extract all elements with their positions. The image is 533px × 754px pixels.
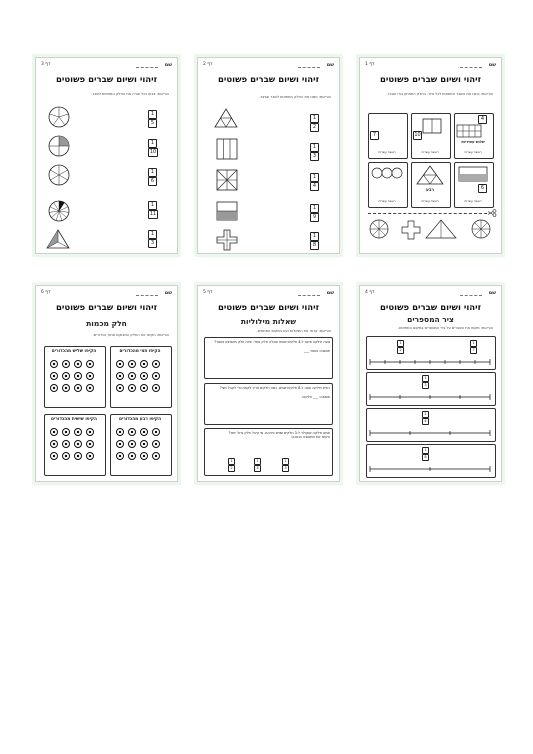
number-line-4	[368, 465, 492, 473]
pie-quarter-icon	[48, 135, 70, 157]
sheet-header	[41, 290, 172, 298]
soccer-ball-icon	[50, 428, 58, 436]
soccer-ball-icon	[74, 372, 82, 380]
logo: שם	[164, 290, 172, 296]
sheet-title: זיהוי ושיום שברים פשוטים	[55, 75, 158, 85]
soccer-ball-icon	[128, 440, 136, 448]
fraction-number: 10	[414, 132, 421, 138]
fraction-number: 4	[478, 115, 487, 124]
soccer-ball-icon	[62, 428, 70, 436]
card-label: ראשה עשרית	[378, 150, 396, 154]
number-line-1	[368, 358, 492, 366]
cut-line	[368, 213, 487, 214]
pie-sixths-icon	[48, 164, 70, 186]
instructions: הוראות: סמנו את החלק המתאים לשבר שבצד.	[259, 95, 331, 99]
worksheet-1	[359, 57, 502, 254]
soccer-ball-icon	[74, 440, 82, 448]
fraction-number: 7	[370, 131, 379, 140]
soccer-ball-icon	[152, 452, 160, 460]
sheet-header	[203, 62, 334, 70]
sheet-header	[41, 62, 172, 70]
sheet-title: זיהוי ושיום שברים פשוטים	[217, 303, 320, 313]
worksheet-5	[197, 285, 340, 482]
fraction-answer: 1	[422, 375, 429, 382]
sheet-title: זיהוי ושיום שברים פשוטים	[379, 303, 482, 313]
rect-half-icon	[458, 166, 488, 182]
triangle-grid-icon	[214, 108, 238, 128]
logo: שם	[326, 290, 334, 296]
soccer-ball-icon	[116, 440, 124, 448]
card-label: ראשה עשרית	[464, 199, 482, 203]
soccer-ball-icon	[50, 452, 58, 460]
worksheet-3: דף 3 שם זיהוי ושיום שברים פשוטים הוראות: צבעו בכל צורה את החלק המתאים לשבר. 1 5 1 10 1 6 1 11 1 3	[35, 57, 178, 254]
soccer-ball-icon	[50, 384, 58, 392]
fraction-answer: 1	[254, 458, 261, 465]
instructions: הוראות: צבעו בכל צורה את החלק המתאים לשבר.	[91, 92, 169, 96]
fraction-answer: 1	[282, 458, 289, 465]
soccer-ball-icon	[128, 384, 136, 392]
card-label: ראשה עשרית	[378, 199, 396, 203]
soccer-ball-icon	[140, 360, 148, 368]
circles-icon	[371, 166, 403, 180]
fraction-answer: 7	[470, 347, 477, 354]
soccer-ball-icon	[86, 384, 94, 392]
card-label: ראשה עשרית	[421, 150, 439, 154]
soccer-ball-icon	[128, 372, 136, 380]
soccer-ball-icon	[74, 360, 82, 368]
triangle-grid-icon	[416, 165, 444, 185]
number-line-2	[368, 393, 492, 401]
triangle-thirds-icon	[46, 229, 70, 249]
soccer-ball-icon	[116, 360, 124, 368]
soccer-ball-icon	[152, 360, 160, 368]
soccer-ball-icon	[62, 372, 70, 380]
sheet-subtitle: שאלות מילוליות	[240, 317, 297, 326]
worksheet-6	[35, 285, 178, 482]
soccer-ball-icon	[140, 428, 148, 436]
logo: שם	[488, 290, 496, 296]
soccer-ball-icon	[116, 384, 124, 392]
grid-shape-icon	[456, 124, 482, 138]
soccer-ball-icon	[74, 428, 82, 436]
fraction-number: 6	[478, 184, 487, 193]
fraction-answer: 1	[470, 340, 477, 347]
card-label: ראשה עשרית	[421, 199, 439, 203]
logo: שם	[164, 62, 172, 68]
soccer-ball-icon	[62, 452, 70, 460]
soccer-ball-icon	[50, 372, 58, 380]
soccer-ball-icon	[116, 452, 124, 460]
logo: שם	[326, 62, 334, 68]
soccer-ball-icon	[140, 384, 148, 392]
square-grid-icon	[422, 118, 442, 134]
card-caption: רבע	[425, 188, 435, 193]
sheet-header	[203, 290, 334, 298]
fraction-answer: 4	[422, 418, 429, 425]
soccer-ball-icon	[140, 372, 148, 380]
card-caption: שלוש עשיריות	[461, 140, 485, 144]
soccer-ball-icon	[86, 360, 94, 368]
instructions: הוראות: הקיפו את החלק המבוקש מתוך הכדורים.	[92, 333, 169, 337]
pie-tenths-icon	[48, 106, 70, 128]
soccer-ball-icon	[128, 360, 136, 368]
sheet-title: זיהוי ושיום שברים פשוטים	[55, 303, 158, 313]
card-label: הקיפו רבע מהכדורים	[118, 417, 162, 422]
card-label: הקיפו שליש מהכדורים	[51, 349, 97, 354]
fraction-answer: 8	[422, 454, 429, 461]
card-label: הקיפו חצי מהכדורים	[119, 349, 161, 354]
sheet-title: זיהוי ושיום שברים פשוטים	[217, 75, 320, 85]
soccer-ball-icon	[140, 440, 148, 448]
page-number: דף 6	[41, 290, 51, 295]
page-number: דף 5	[203, 290, 213, 295]
rect-half-icon	[216, 201, 238, 221]
soccer-ball-icon	[152, 372, 160, 380]
fraction-answer: 1	[397, 340, 404, 347]
soccer-ball-icon	[116, 372, 124, 380]
card-label: הקיפו שישית מהכדורים	[51, 417, 97, 422]
fraction-answer: 3	[254, 465, 261, 472]
number-line-3	[368, 429, 492, 437]
soccer-ball-icon	[50, 440, 58, 448]
question-3: אמא חילקה שוקולד ל-3 חלקים שווים ביניהם. מי קיבל חלק גדול יותר? הקיפו את התשובה הנכונה:	[204, 428, 333, 476]
question-2: רונית חילקה עוגה ל-8 חלקים שווים. כמה חלקים צריך לקחת כדי לקבל חצי? תשובה: ___ חלקים	[204, 383, 333, 425]
soccer-ball-icon	[128, 428, 136, 436]
scissors-icon	[487, 209, 497, 217]
question-1: נועה חילקה פיצה ל-4 חלקים שווים ואכלה חלק אחד. איזה חלק מהפיצה נשאר? תשובה: נשאר ___	[204, 337, 333, 379]
instructions: הוראות: כתבו את השבר המתאים לכל ציור. בחלק התחתון גזרו וחברו.	[386, 92, 493, 96]
sheet-subtitle: חלק מכמות	[86, 319, 127, 328]
soccer-ball-icon	[86, 428, 94, 436]
fraction-answer: 3	[282, 465, 289, 472]
soccer-ball-icon	[62, 360, 70, 368]
cutout-shapes-icon	[368, 218, 494, 240]
cross-shape-icon	[216, 229, 238, 251]
fraction-answer: 1	[422, 447, 429, 454]
soccer-ball-icon	[116, 428, 124, 436]
soccer-ball-icon	[86, 372, 94, 380]
sheet-subtitle: ציר המספרים	[407, 315, 454, 324]
page-number: דף 3	[41, 62, 51, 67]
soccer-ball-icon	[152, 428, 160, 436]
page-number: דף 4	[365, 290, 375, 295]
fraction-answer: 1	[422, 411, 429, 418]
soccer-ball-icon	[128, 452, 136, 460]
soccer-ball-icon	[74, 384, 82, 392]
soccer-ball-icon	[74, 452, 82, 460]
fraction-answer: 1	[228, 458, 235, 465]
page-number: דף 1	[365, 62, 375, 67]
fraction-answer: 2	[397, 347, 404, 354]
sheet-title: זיהוי ושיום שברים פשוטים	[379, 75, 482, 85]
rect-stripes-icon	[216, 138, 238, 160]
page-number: דף 2	[203, 62, 213, 67]
pie-eleven-icon	[48, 200, 70, 222]
soccer-ball-icon	[140, 452, 148, 460]
card-label: ראשה עשרית	[464, 150, 482, 154]
soccer-ball-icon	[50, 360, 58, 368]
soccer-ball-icon	[62, 384, 70, 392]
soccer-ball-icon	[86, 452, 94, 460]
fraction-answer: 3	[422, 382, 429, 389]
soccer-ball-icon	[86, 440, 94, 448]
soccer-ball-icon	[152, 384, 160, 392]
logo: שם	[488, 62, 496, 68]
sheet-header	[365, 62, 496, 70]
worksheet-2: דף 2 שם זיהוי ושיום שברים פשוטים הוראות: סמנו את החלק המתאים לשבר שבצד. 1 2 1 3 1 4 1 9 1 8	[197, 57, 340, 254]
instructions: הוראות: מקמו את השברים על ציר המספרים במקום המתאים.	[398, 326, 493, 330]
worksheet-4	[359, 285, 502, 482]
instructions: הוראות: קראו את השאלות וענו במקום המתאים.	[256, 329, 331, 333]
sheet-header	[365, 290, 496, 298]
square-diagonal-icon	[216, 169, 238, 191]
soccer-ball-icon	[62, 440, 70, 448]
fraction-answer: 2	[228, 465, 235, 472]
soccer-ball-icon	[152, 440, 160, 448]
